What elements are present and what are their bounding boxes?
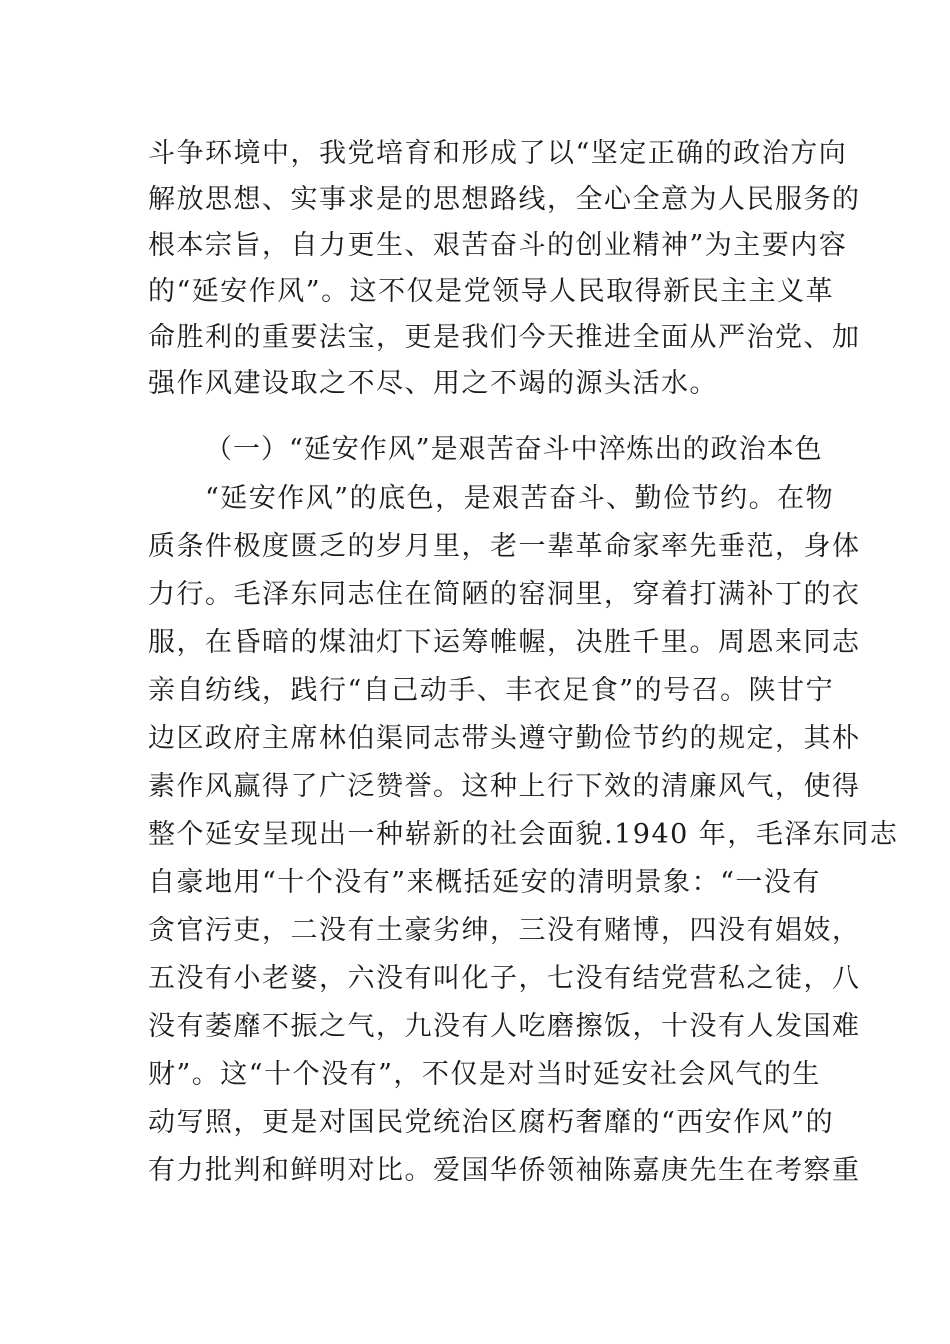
paragraph-2-line-10: 贪官污吏，二没有土豪劣绅，三没有赌博，四没有娼妓， bbox=[148, 915, 861, 946]
paragraph-1-line-5: 命胜利的重要法宝，更是我们今天推进全面从严治党、加 bbox=[148, 322, 861, 353]
paragraph-1-line-3: 根本宗旨，自力更生、艰苦奋斗的创业精神”为主要内容 bbox=[148, 230, 848, 261]
paragraph-2-line-6: 边区政府主席林伯渠同志带头遵守勤俭节约的规定，其朴 bbox=[148, 723, 861, 754]
paragraph-2-line-12: 没有萎靡不振之气，九没有人吃磨擦饭，十没有人发国难 bbox=[148, 1011, 861, 1042]
paragraph-1-line-2: 解放思想、实事求是的思想路线，全心全意为人民服务的 bbox=[148, 184, 861, 215]
paragraph-2-line-4: 服，在昏暗的煤油灯下运筹帷幄，决胜千里。周恩来同志 bbox=[148, 627, 861, 658]
paragraph-1-line-1: 斗争环境中，我党培育和形成了以“坚定正确的政治方向 bbox=[148, 138, 848, 169]
paragraph-2-line-15: 有力批判和鲜明对比。爱国华侨领袖陈嘉庚先生在考察重 bbox=[148, 1155, 861, 1186]
paragraph-1-line-4: 的“延安作风”。这不仅是党领导人民取得新民主主义革 bbox=[148, 276, 835, 307]
paragraph-2-line-9: 自豪地用“十个没有”来概括延安的清明景象：“一没有 bbox=[148, 867, 821, 898]
paragraph-2-line-8: 整个延安呈现出一种崭新的社会面貌.1940 年，毛泽东同志 bbox=[148, 819, 899, 850]
paragraph-2-line-1: “延安作风”的底色，是艰苦奋斗、勤俭节约。在物 bbox=[205, 483, 835, 514]
paragraph-2-line-7: 素作风赢得了广泛赞誉。这种上行下效的清廉风气，使得 bbox=[148, 771, 861, 802]
paragraph-2-line-3: 力行。毛泽东同志住在简陋的窑洞里，穿着打满补丁的衣 bbox=[148, 579, 861, 610]
section-heading: （一）“延安作风”是艰苦奋斗中淬炼出的政治本色 bbox=[205, 434, 823, 465]
paragraph-2-line-5: 亲自纺线，践行“自己动手、丰衣足食”的号召。陕甘宁 bbox=[148, 675, 835, 706]
paragraph-1-line-6: 强作风建设取之不尽、用之不竭的源头活水。 bbox=[148, 368, 718, 399]
paragraph-2-line-13: 财”。这“十个没有”，不仅是对当时延安社会风气的生 bbox=[148, 1059, 821, 1090]
paragraph-2-line-2: 质条件极度匮乏的岁月里，老一辈革命家率先垂范，身体 bbox=[148, 531, 861, 562]
paragraph-2-line-14: 动写照，更是对国民党统治区腐朽奢靡的“西安作风”的 bbox=[148, 1107, 835, 1138]
paragraph-2-line-11: 五没有小老婆，六没有叫化子，七没有结党营私之徒，八 bbox=[148, 963, 861, 994]
